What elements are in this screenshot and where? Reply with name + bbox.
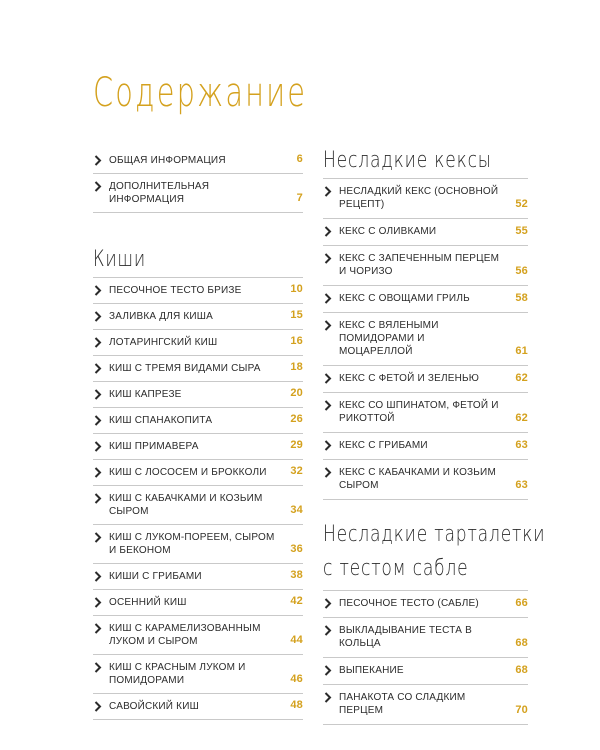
toc-entry[interactable] xyxy=(93,174,303,213)
toc-page-number: 58 xyxy=(515,292,528,304)
toc-page-number: 18 xyxy=(290,361,303,373)
chevron-right-icon xyxy=(324,598,332,609)
toc-entry[interactable] xyxy=(93,616,303,655)
toc-page-number: 52 xyxy=(515,198,528,210)
toc-page-number: 46 xyxy=(290,673,303,685)
cakes-list xyxy=(323,179,528,500)
toc-entry-label: КИШ С ТРЕМЯ ВИДАМИ СЫРА xyxy=(109,363,261,374)
toc-entry[interactable] xyxy=(93,564,303,590)
toc-page-number: 63 xyxy=(515,439,528,451)
chevron-right-icon xyxy=(94,285,102,296)
toc-entry[interactable] xyxy=(93,330,303,356)
chevron-right-icon xyxy=(324,226,332,237)
chevron-right-icon xyxy=(94,467,102,478)
chevron-right-icon xyxy=(324,400,332,411)
toc-entry[interactable] xyxy=(93,278,303,304)
chevron-right-icon xyxy=(324,373,332,384)
toc-entry-label: ВЫКЛАДЫВАНИЕ ТЕСТА В КОЛЬЦА xyxy=(339,625,472,649)
toc-entry[interactable] xyxy=(93,590,303,616)
toc-entry[interactable] xyxy=(323,433,528,460)
toc-entry-label: КЕКС СО ШПИНАТОМ, ФЕТОЙ И РИКОТТОЙ xyxy=(339,400,499,424)
chevron-right-icon xyxy=(94,415,102,426)
toc-page-number: 29 xyxy=(290,439,303,451)
chevron-right-icon xyxy=(324,692,332,703)
toc-page-number: 32 xyxy=(290,465,303,477)
toc-entry[interactable] xyxy=(323,618,528,658)
chevron-right-icon xyxy=(324,440,332,451)
toc-entry-label: КЕКС С ОЛИВКАМИ xyxy=(339,226,437,237)
toc-page-number: 68 xyxy=(515,637,528,649)
toc-page-number: 26 xyxy=(290,413,303,425)
toc-entry-label: ОБЩАЯ ИНФОРМАЦИЯ xyxy=(109,155,226,166)
toc-page-number: 55 xyxy=(515,225,528,237)
toc-entry-label: КИШИ С ГРИБАМИ xyxy=(109,571,202,582)
tarts-list xyxy=(323,591,528,725)
toc-entry-label: КЕКС С ОВОЩАМИ ГРИЛЬ xyxy=(339,293,470,304)
page-title: Содержание xyxy=(93,70,308,116)
toc-entry[interactable] xyxy=(93,408,303,434)
toc-page-number: 36 xyxy=(290,543,303,555)
toc-entry-label: КЕКС С ГРИБАМИ xyxy=(339,440,428,451)
toc-entry-label: КИШ С КРАСНЫМ ЛУКОМ И ПОМИДОРАМИ xyxy=(109,662,246,686)
chevron-right-icon xyxy=(324,467,332,478)
section-title-tarts: Несладкие тарталетки с тестом сабле xyxy=(323,522,546,581)
chevron-right-icon xyxy=(94,311,102,322)
chevron-right-icon xyxy=(94,389,102,400)
chevron-right-icon xyxy=(94,493,102,504)
toc-entry[interactable] xyxy=(323,219,528,246)
toc-page-number: 48 xyxy=(290,699,303,711)
toc-page-number: 70 xyxy=(515,704,528,716)
toc-page-number: 38 xyxy=(290,569,303,581)
toc-entry[interactable] xyxy=(93,304,303,330)
toc-entry-label: КЕКС С ЗАПЕЧЕННЫМ ПЕРЦЕМ И ЧОРИЗО xyxy=(339,253,500,277)
toc-entry[interactable] xyxy=(323,393,528,433)
toc-page-number: 44 xyxy=(290,634,303,646)
toc-entry[interactable] xyxy=(323,179,528,219)
quiche-list xyxy=(93,278,303,720)
toc-entry[interactable] xyxy=(93,655,303,694)
toc-entry[interactable] xyxy=(323,591,528,618)
chevron-right-icon xyxy=(94,597,102,608)
toc-entry[interactable] xyxy=(93,694,303,720)
toc-entry[interactable] xyxy=(93,460,303,486)
toc-entry-label: ОСЕННИЙ КИШ xyxy=(109,597,187,608)
toc-page-number: 66 xyxy=(515,597,528,609)
chevron-right-icon xyxy=(94,441,102,452)
chevron-right-icon xyxy=(324,253,332,264)
toc-entry-label: КЕКС С ВЯЛЕНЫМИ ПОМИДОРАМИ И МОЦАРЕЛЛОЙ xyxy=(339,320,439,357)
toc-entry-label: КИШ СПАНАКОПИТА xyxy=(109,415,213,426)
chevron-right-icon xyxy=(94,363,102,374)
chevron-right-icon xyxy=(324,320,332,331)
chevron-right-icon xyxy=(324,665,332,676)
toc-page-number: 20 xyxy=(290,387,303,399)
chevron-right-icon xyxy=(324,625,332,636)
toc-entry-label: ПАНАКОТА СО СЛАДКИМ ПЕРЦЕМ xyxy=(339,692,466,716)
toc-entry-label: ВЫПЕКАНИЕ xyxy=(339,665,404,676)
toc-page-number: 56 xyxy=(515,265,528,277)
toc-entry[interactable] xyxy=(93,434,303,460)
toc-entry[interactable] xyxy=(93,382,303,408)
toc-entry-label: КИШ С КАРАМЕЛИЗОВАННЫМ ЛУКОМ И СЫРОМ xyxy=(109,623,261,647)
toc-page-number: 68 xyxy=(515,664,528,676)
toc-entry[interactable] xyxy=(323,685,528,725)
toc-entry-label: ПЕСОЧНОЕ ТЕСТО (САБЛЕ) xyxy=(339,598,479,609)
toc-entry-label: КИШ С КАБАЧКАМИ И КОЗЬИМ СЫРОМ xyxy=(109,493,263,517)
chevron-right-icon xyxy=(94,623,102,634)
chevron-right-icon xyxy=(94,571,102,582)
toc-page-number: 62 xyxy=(515,412,528,424)
toc-entry-label: КЕКС С КАБАЧКАМИ И КОЗЬИМ СЫРОМ xyxy=(339,467,496,491)
toc-entry-label: КЕКС С ФЕТОЙ И ЗЕЛЕНЬЮ xyxy=(339,373,480,384)
toc-entry-label: КИШ КАПРЕЗЕ xyxy=(109,389,182,400)
toc-page-number: 42 xyxy=(290,595,303,607)
left-column xyxy=(93,148,303,720)
toc-entry-label: ЗАЛИВКА ДЛЯ КИША xyxy=(109,311,214,322)
chevron-right-icon xyxy=(94,155,102,166)
toc-entry[interactable] xyxy=(93,525,303,564)
toc-entry-label: КИШ ПРИМАВЕРА xyxy=(109,441,199,452)
chevron-right-icon xyxy=(94,532,102,543)
chevron-right-icon xyxy=(94,662,102,673)
chevron-right-icon xyxy=(94,337,102,348)
toc-entry[interactable] xyxy=(323,366,528,393)
toc-page-number: 15 xyxy=(290,309,303,321)
toc-entry-label: НЕСЛАДКИЙ КЕКС (ОСНОВНОЙ РЕЦЕПТ) xyxy=(339,186,499,210)
toc-entry-label: КИШ С ЛОСОСЕМ И БРОККОЛИ xyxy=(109,467,267,478)
chevron-right-icon xyxy=(94,181,102,192)
toc-page-number: 6 xyxy=(296,153,303,165)
toc-entry[interactable] xyxy=(323,286,528,313)
toc-entry[interactable] xyxy=(323,658,528,685)
toc-entry-label: ЛОТАРИНГСКИЙ КИШ xyxy=(109,337,218,348)
toc-page-number: 62 xyxy=(515,372,528,384)
general-list xyxy=(93,148,303,213)
toc-page-number: 7 xyxy=(296,192,303,204)
toc-entry[interactable] xyxy=(323,460,528,500)
toc-entry[interactable] xyxy=(323,313,528,366)
chevron-right-icon xyxy=(94,701,102,712)
chevron-right-icon xyxy=(324,293,332,304)
toc-page-number: 16 xyxy=(290,335,303,347)
toc-entry[interactable] xyxy=(93,148,303,174)
toc-page-number: 61 xyxy=(515,345,528,357)
section-title-quiche: Киши xyxy=(93,247,147,272)
section-title-cakes: Несладкие кексы xyxy=(323,148,492,173)
toc-entry-label: КИШ С ЛУКОМ-ПОРЕЕМ, СЫРОМ И БЕКОНОМ xyxy=(109,532,275,556)
toc-entry[interactable] xyxy=(93,486,303,525)
toc-page-number: 34 xyxy=(290,504,303,516)
toc-entry[interactable] xyxy=(323,246,528,286)
toc-entry-label: ДОПОЛНИТЕЛЬНАЯ ИНФОРМАЦИЯ xyxy=(109,181,210,205)
toc-page-number: 63 xyxy=(515,479,528,491)
toc-entry-label: ПЕСОЧНОЕ ТЕСТО БРИЗЕ xyxy=(109,285,242,296)
chevron-right-icon xyxy=(324,186,332,197)
toc-entry-label: САВОЙСКИЙ КИШ xyxy=(109,701,199,712)
toc-page-number: 10 xyxy=(290,283,303,295)
right-column xyxy=(323,146,546,725)
toc-entry[interactable] xyxy=(93,356,303,382)
